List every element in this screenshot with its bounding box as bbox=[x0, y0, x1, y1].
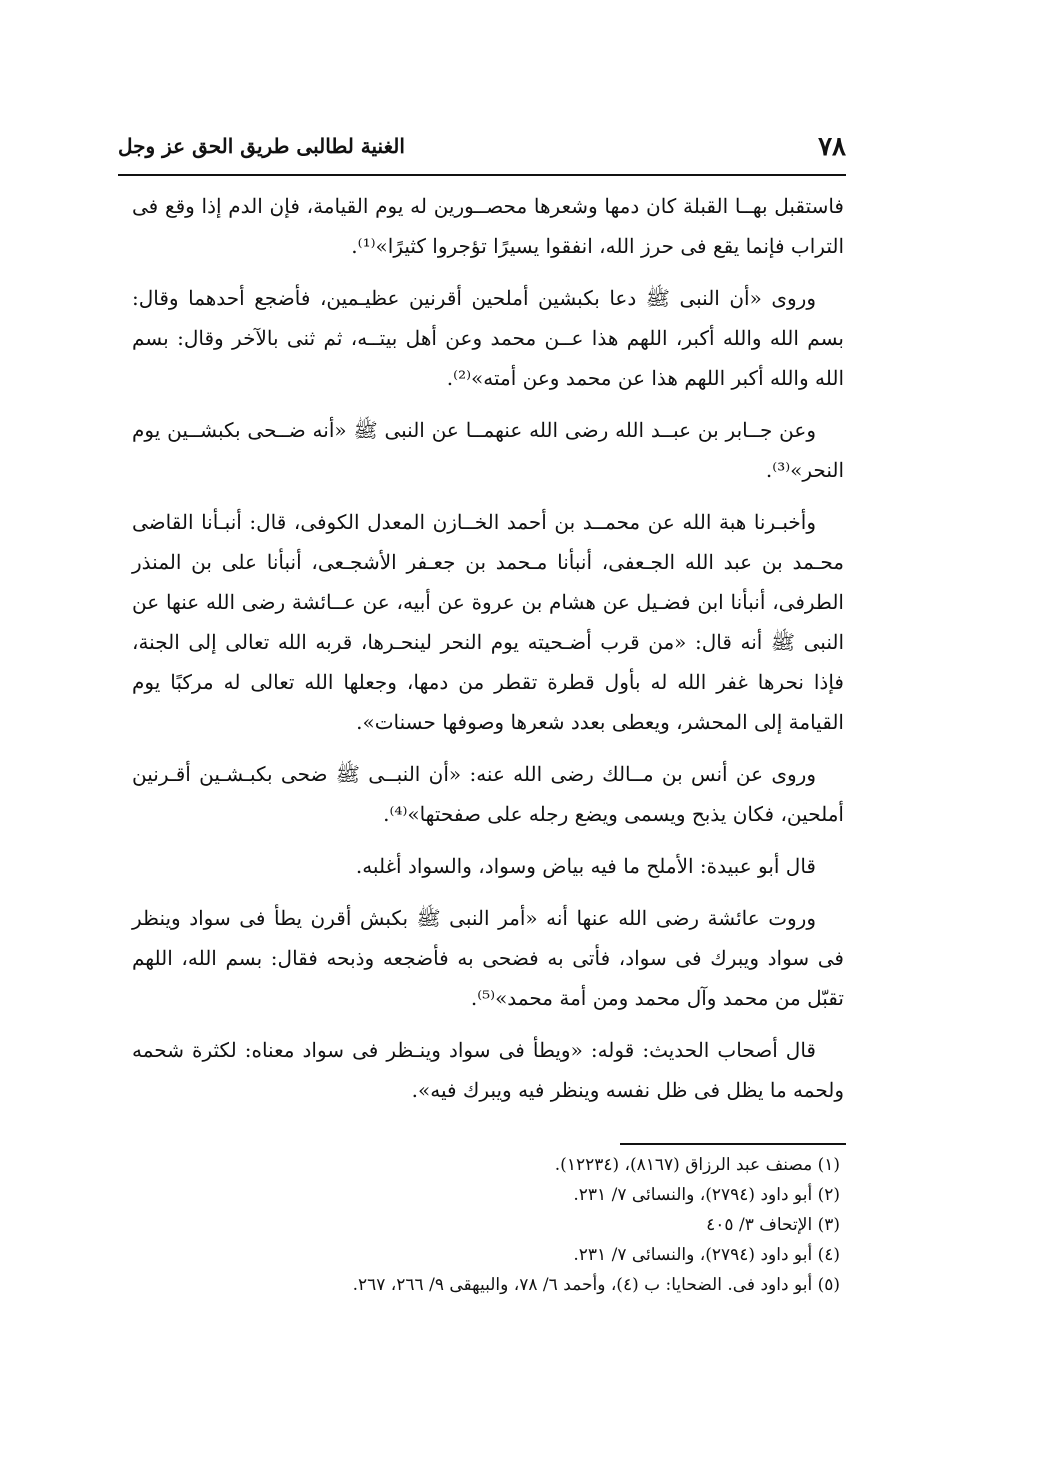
paragraph-7: وروت عائشة رضى الله عنها أنه «أمر النبى ﷺ بكبش أقرن يطأ فى سواد وينظر فى سواد ويبرك فى سواد، فأتى به فضحى به فأضجعه وذبحه فقال: بسم الله، اللهم تقبّل من محمد وآل محمد ومن أمة محمد»⁽⁵⁾. bbox=[132, 906, 844, 1010]
footnote-divider bbox=[620, 1143, 846, 1145]
footnote-4: (٤) أبو داود (٢٧٩٤)، والنسائى ٧/ ٢٣١. bbox=[573, 1245, 840, 1265]
paragraph-1: فاستقبل بهــا القبلة كان دمها وشعرها محصــورين له يوم القيامة، فإن الدم إذا وقع فى التراب فإنما يقع فى حرز الله، انفقوا يسيرًا تؤجروا كثيرًا»⁽¹⁾. bbox=[132, 194, 844, 258]
paragraph-3: وعن جــابر بن عبــد الله رضى الله عنهمــا عن النبى ﷺ «أنه ضــحى بكبشــين يوم النحر»⁽³⁾. bbox=[132, 418, 844, 482]
paragraph-8: قال أصحاب الحديث: قوله: «ويطأ فى سواد وينـظر فى سواد معناه: لكثرة شحمه ولحمه ما يظل فى ظل نفسه وينظر فيه ويبرك فيه». bbox=[132, 1038, 844, 1102]
footnote-1: (١) مصنف عبد الرزاق (٨١٦٧)، (١٢٢٣٤). bbox=[554, 1155, 840, 1175]
main-text bbox=[132, 186, 844, 1122]
paragraph-2: وروى «أن النبى ﷺ دعا بكبشين أملحين أقرنين عظيـمين، فأضجع أحدهما وقال: بسم الله والله أكبر، اللهم هذا عــن محمد وعن أهل بيتــه، ثم ثنى بالآخر وقال: بسم الله والله أكبر اللهم هذا عن محمد وعن أمته»⁽²⁾. bbox=[132, 286, 844, 390]
running-title: الغنية لطالبى طريق الحق عز وجل bbox=[118, 134, 405, 158]
page-header bbox=[118, 128, 846, 168]
paragraph-5: وروى عن أنس بن مــالك رضى الله عنه: «أن النبــى ﷺ ضحى بكبـشـين أقـرنين أملحين، فكان يذبح ويسمى ويضع رجله على صفحتها»⁽⁴⁾. bbox=[132, 762, 844, 826]
paragraph-4: وأخبـرنا هبة الله عن محمــد بن أحمد الخــازن المعدل الكوفى، قال: أنبـأنا القاضى محـمد بن عبد الله الجـعفى، أنبأنا مـحمد بن جعـفر الأشجـعى، أنبأنا على بن المنذر الطرفى، أنبأنا ابن فضـيل عن هشام بن عروة عن أبيه، عن عــائشة رضى الله عنها عن النبى ﷺ أنه قال: «من قرب أضـحيته يوم النحر لينحـرها، قربه الله تعالى إلى الجنة، فإذا نحرها غفر الله له بأول قطرة تقطر من دمها، وجعلها الله تعالى له مركبًا يوم القيامة إلى المحشر، ويعطى بعدد شعرها وصوفها حسنات». bbox=[132, 510, 844, 734]
footnote-3: (٣) الإتحاف ٣/ ٤٠٥ bbox=[706, 1215, 840, 1235]
header-divider bbox=[118, 174, 846, 176]
paragraph-6: قال أبو عبيدة: الأملح ما فيه بياض وسواد، والسواد أغلبه. bbox=[355, 854, 816, 878]
footnotes bbox=[200, 1150, 840, 1300]
footnote-2: (٢) أبو داود (٢٧٩٤)، والنسائى ٧/ ٢٣١. bbox=[573, 1185, 840, 1205]
page-number: ٧٨ bbox=[818, 132, 846, 162]
footnote-5: (٥) أبو داود فى. الضحايا: ب (٤)، وأحمد ٦/ ٧٨، والبيهقى ٩/ ٢٦٦، ٢٦٧. bbox=[352, 1275, 840, 1295]
